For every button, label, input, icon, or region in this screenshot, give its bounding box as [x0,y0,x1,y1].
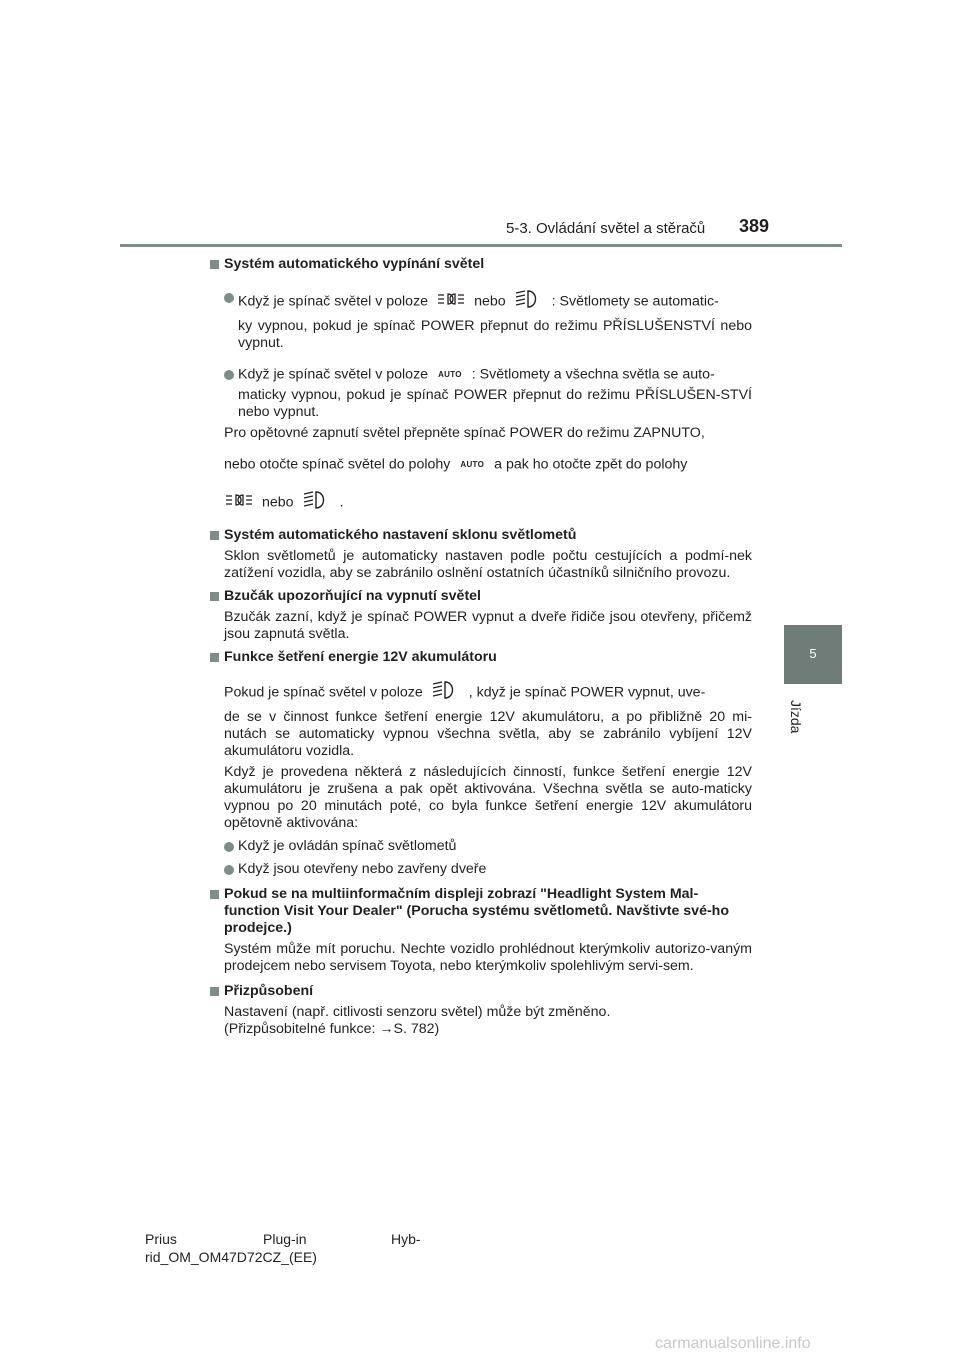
text: nebo otočte spínač světel do polohy [224,456,451,473]
header-rule [120,244,842,247]
page-number: 389 [739,216,770,236]
heading-headlight-malfunction: Pokud se na multiinformačním displeji zobrazí "Headlight System Mal-function Visit Your Dealer" (Porucha systému světlometů. Navštivte své-ho prodejce.) [210,886,752,937]
text: : Světlomety se automatic- [551,293,719,310]
footer-word: Hyb- [391,1231,421,1247]
section-title: 5-3. Ovládání světel a stěračů [506,220,706,237]
text: . [339,493,344,510]
text: ky vypnou, pokud je spínač POWER přepnut do režimu PŘÍSLUŠENSTVÍ nebo vypnut. [238,318,752,351]
bullet-item [210,366,752,421]
heading-leveling: Systém automatického nastavení sklonu světlometů [210,527,752,544]
text: , když je spínač POWER vypnut, uve- [468,683,706,700]
auto-icon: AUTO [460,460,485,470]
heading-buzzer: Bzučák upozorňující na vypnutí světel [210,588,752,605]
text: Když je spínač světel v poloze [238,366,429,383]
paragraph: (Přizpůsobitelné funkce: →S. 782) [224,1020,440,1037]
bullet-item: Když je ovládán spínač světlometů [210,838,752,855]
chapter-tab-number: 5 [809,646,817,661]
heading-auto-off: Systém automatického vypínání světel [210,256,752,273]
chapter-tab-label: Jízda [788,700,804,734]
paragraph [210,490,752,515]
text: a pak ho otočte zpět do polohy [494,456,688,473]
text: Když je spínač světel v poloze [238,293,429,310]
parking-lights-icon [436,290,466,313]
text: Pokud je spínač světel v poloze [224,683,423,700]
text: maticky vypnou, pokud je spínač POWER přepnut do režimu PŘÍSLUŠEN-STVÍ nebo vypnut. [238,387,752,421]
paragraph [210,680,752,760]
bullet-item [210,289,752,352]
footer-line: rid_OM_OM47D72CZ_(EE) [145,1249,317,1265]
paragraph: Systém může mít poruchu. Nechte vozidlo prohlédnout kterýmkoliv autorizo-vaným prodejcem nebo servisem Toyota, nebo kterýmkoliv spolehlivým servi-sem. [224,940,752,974]
auto-icon: AUTO [438,370,462,379]
footer-word: Plug-in [263,1231,307,1247]
footer [145,1230,421,1266]
footer-line [145,1230,421,1248]
bullet-item: Když jsou otevřeny nebo zavřeny dveře [210,861,752,878]
text: : Světlomety a všechna světla se auto- [471,366,715,383]
watermark: carmanualsonline.info [655,1335,811,1352]
headlight-icon [431,680,461,705]
text: nebo [262,493,294,510]
headlight-icon [302,490,332,515]
text: de se v činnost funkce šetření energie 12V akumulátoru, a po přibližně 20 mi-nutách se automaticky vypnou všechna světla, aby se zabránilo vybíjení 12V akumulátoru vozidla. [224,708,752,759]
paragraph [210,456,752,473]
paragraph: Bzučák zazní, když je spínač POWER vypnut a dveře řidiče jsou otevřeny, přičemž jsou zapnutá světla. [224,608,752,642]
page-content [210,252,752,1038]
headlight-icon [514,289,544,314]
paragraph: Nastavení (např. citlivosti senzoru světel) může být změněno. [224,1003,611,1020]
heading-customization: Přizpůsobení [210,983,752,1000]
paragraph: Když je provedena některá z následujících činností, funkce šetření energie 12V akumulátoru je zrušena a pak opět aktivována. Všechna světla se auto-maticky vypnou po 20 minutách poté, co byla funkce šetření energie 12V akumulátoru opětovně aktivována: [224,763,752,831]
heading-battery-saver: Funkce šetření energie 12V akumulátoru [210,649,752,666]
sidebar-strip [784,247,842,625]
paragraph: Sklon světlometů je automaticky nastaven podle počtu cestujících a podmí-nek zatížení vozidla, aby se zabránilo oslnění ostatních účastníků silničního provozu. [224,547,752,581]
parking-lights-icon [224,491,254,514]
text: nebo [474,293,506,310]
paragraph: Pro opětovné zapnutí světel přepněte spínač POWER do režimu ZAPNUTO, [224,425,705,442]
footer-word: Prius [145,1231,177,1247]
